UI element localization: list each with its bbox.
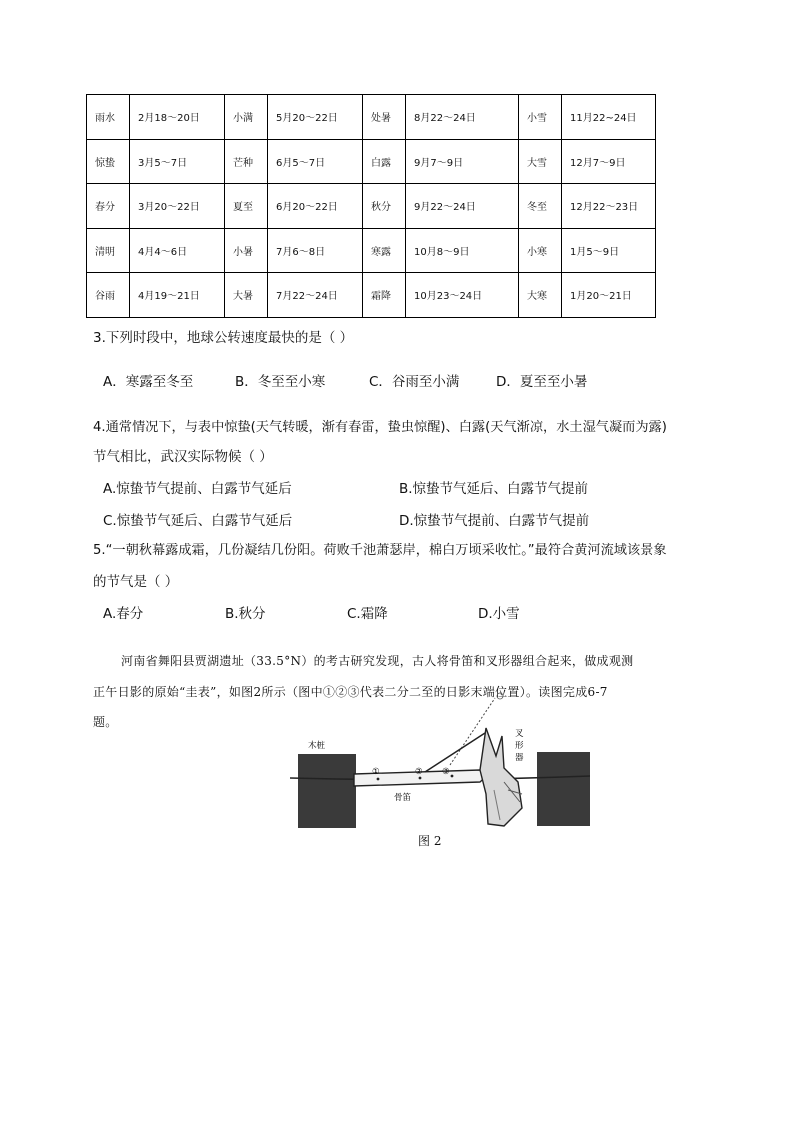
q3-option-d: D．夏至至小暑 <box>496 374 588 390</box>
label-fork-char-3: 器 <box>515 753 524 763</box>
date-cell: 9月7～9日 <box>406 139 519 184</box>
shadow-line <box>425 733 485 772</box>
date-cell: 8月22～24日 <box>406 95 519 140</box>
q4-option-a: A.惊蛰节气提前、白露节气延后 <box>103 481 292 497</box>
date-cell: 6月20～22日 <box>268 184 363 229</box>
date-cell: 5月20～22日 <box>268 95 363 140</box>
date-cell: 1月20～21日 <box>562 273 656 318</box>
term-cell: 霜降 <box>363 273 406 318</box>
solar-terms-table <box>86 94 656 318</box>
date-cell: 4月4～6日 <box>130 228 225 273</box>
q4-option-b: B.惊蛰节气延后、白露节气提前 <box>399 481 589 497</box>
q5-option-d: D.小雪 <box>478 606 520 622</box>
label-bone-flute: 骨笛 <box>394 793 412 803</box>
term-cell: 秋分 <box>363 184 406 229</box>
date-cell: 10月8～9日 <box>406 228 519 273</box>
q5-option-b: B.秋分 <box>225 606 266 622</box>
term-cell: 小雪 <box>519 95 562 140</box>
shadow-mark-2: ② <box>415 767 423 777</box>
table-row <box>87 273 656 318</box>
term-cell: 小满 <box>225 95 268 140</box>
table-row <box>87 95 656 140</box>
date-cell: 7月22～24日 <box>268 273 363 318</box>
date-cell: 1月5～9日 <box>562 228 656 273</box>
term-cell: 冬至 <box>519 184 562 229</box>
q4-option-d: D.惊蛰节气提前、白露节气提前 <box>399 513 590 529</box>
term-cell: 雨水 <box>87 95 130 140</box>
table-row <box>87 228 656 273</box>
intro-line-2: 正午日影的原始“圭表”，如图2所示（图中①②③代表二分二至的日影末端位置）。读图完成6-7 <box>93 685 608 699</box>
figure-2-caption: 图 2 <box>418 834 442 848</box>
q5-option-a: A.春分 <box>103 606 144 622</box>
question-3-stem: 3.下列时段中，地球公转速度最快的是（ ） <box>93 330 354 346</box>
term-cell: 小寒 <box>519 228 562 273</box>
label-fork-char-1: 叉 <box>515 729 524 739</box>
term-cell: 寒露 <box>363 228 406 273</box>
term-cell: 芒种 <box>225 139 268 184</box>
shadow-mark-3: ③ <box>442 767 450 777</box>
date-cell: 3月5～7日 <box>130 139 225 184</box>
term-cell: 小暑 <box>225 228 268 273</box>
question-5-stem-line1: 5.“一朝秋幕露成霜，几份凝结几份阳。荷败千池萧瑟岸，棉白万顷采收忙。”最符合黄河流域该景象 <box>93 543 667 558</box>
q3-option-b: B．冬至至小寒 <box>235 374 326 390</box>
date-cell: 3月20～22日 <box>130 184 225 229</box>
date-cell: 6月5～7日 <box>268 139 363 184</box>
term-cell: 大寒 <box>519 273 562 318</box>
date-cell: 7月6～8日 <box>268 228 363 273</box>
table-row <box>87 184 656 229</box>
q4-option-c: C.惊蛰节气延后、白露节气延后 <box>103 513 293 529</box>
term-cell: 大暑 <box>225 273 268 318</box>
date-cell: 12月22～23日 <box>562 184 656 229</box>
right-wooden-post <box>537 752 590 826</box>
date-cell: 11月22~24日 <box>562 95 656 140</box>
date-cell: 4月19～21日 <box>130 273 225 318</box>
q3-option-c: C．谷雨至小满 <box>369 374 460 390</box>
intro-line-3: 题。 <box>93 715 118 729</box>
label-fork-char-2: 形 <box>515 741 524 751</box>
left-wooden-post <box>298 754 356 828</box>
q3-option-a: A．寒露至冬至 <box>103 374 194 390</box>
term-cell: 谷雨 <box>87 273 130 318</box>
q5-option-c: C.霜降 <box>347 606 388 622</box>
date-cell: 12月7～9日 <box>562 139 656 184</box>
date-cell: 10月23～24日 <box>406 273 519 318</box>
term-cell: 夏至 <box>225 184 268 229</box>
date-cell: 2月18～20日 <box>130 95 225 140</box>
date-cell: 9月22～24日 <box>406 184 519 229</box>
term-cell: 处暑 <box>363 95 406 140</box>
term-cell: 惊蛰 <box>87 139 130 184</box>
question-5-stem-line2: 的节气是（ ） <box>93 574 179 590</box>
sun-icon <box>497 693 503 699</box>
intro-line-1: 河南省舞阳县贾湖遗址（33.5°N）的考古研究发现，古人将骨笛和叉形器组合起来，做成观测 <box>121 654 634 668</box>
term-cell: 白露 <box>363 139 406 184</box>
question-4-stem-line2: 节气相比，武汉实际物候（ ） <box>93 449 273 465</box>
term-cell: 清明 <box>87 228 130 273</box>
shadow-mark-1: ① <box>372 767 380 777</box>
figure-2-gnomon-diagram <box>290 690 590 850</box>
term-cell: 春分 <box>87 184 130 229</box>
table-row <box>87 139 656 184</box>
question-4-stem-line1: 4.通常情况下，与表中惊蛰(天气转暖，渐有春雷，蛰虫惊醒)、白露(天气渐凉，水土湿气凝而为露) <box>93 420 667 435</box>
term-cell: 大雪 <box>519 139 562 184</box>
label-wooden-post: 木桩 <box>308 741 326 751</box>
